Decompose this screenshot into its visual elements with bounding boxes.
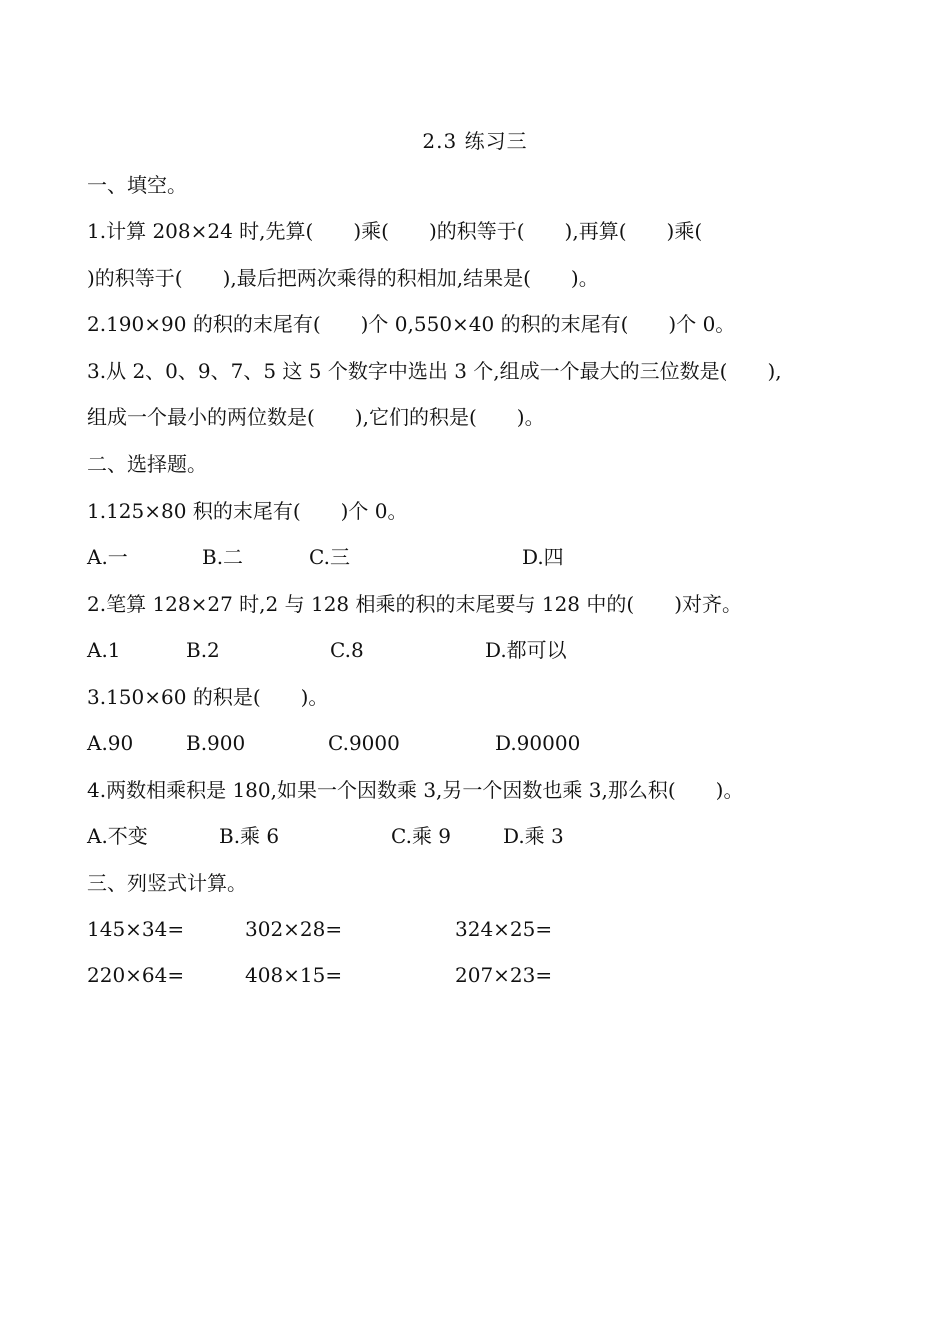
choice-option-3c: C.9000 xyxy=(328,731,400,755)
calc-problem-3: 324×25= xyxy=(455,917,553,941)
calc-problem-6: 207×23= xyxy=(455,963,553,987)
choice-option-1a: A.一 xyxy=(87,545,128,569)
choice-option-2d: D.都可以 xyxy=(485,638,567,662)
choice-question-1: 1.125×80 积的末尾有( )个 0。 xyxy=(87,499,408,523)
question-3-line-2: 组成一个最小的两位数是( ),它们的积是( )。 xyxy=(87,405,545,429)
question-3-line-1: 3.从 2、0、9、7、5 这 5 个数字中选出 3 个,组成一个最大的三位数是( ), xyxy=(87,359,782,383)
choice-option-2b: B.2 xyxy=(186,638,220,662)
section-heading-vertical-calculation: 三、列竖式计算。 xyxy=(87,871,247,895)
calc-problem-4: 220×64= xyxy=(87,963,185,987)
choice-option-4c: C.乘 9 xyxy=(391,824,452,848)
choice-question-4: 4.两数相乘积是 180,如果一个因数乘 3,另一个因数也乘 3,那么积( )。 xyxy=(87,778,744,802)
question-2: 2.190×90 的积的末尾有( )个 0,550×40 的积的末尾有( )个 0。 xyxy=(87,312,736,336)
choice-option-1d: D.四 xyxy=(522,545,564,569)
section-heading-multiple-choice: 二、选择题。 xyxy=(87,452,207,476)
choice-question-3: 3.150×60 的积是( )。 xyxy=(87,685,329,709)
choice-option-1b: B.二 xyxy=(202,545,244,569)
choice-option-4b: B.乘 6 xyxy=(219,824,280,848)
choice-option-2a: A.1 xyxy=(87,638,121,662)
choice-option-1c: C.三 xyxy=(309,545,350,569)
choice-option-2c: C.8 xyxy=(330,638,364,662)
choice-option-3b: B.900 xyxy=(186,731,246,755)
page-title: 2.3 练习三 xyxy=(422,129,528,153)
calc-problem-2: 302×28= xyxy=(245,917,343,941)
question-1-line-2: )的积等于( ),最后把两次乘得的积相加,结果是( )。 xyxy=(87,266,599,290)
choice-option-4d: D.乘 3 xyxy=(503,824,564,848)
calc-problem-5: 408×15= xyxy=(245,963,343,987)
calc-problem-1: 145×34= xyxy=(87,917,185,941)
choice-option-3a: A.90 xyxy=(87,731,134,755)
choice-option-4a: A.不变 xyxy=(87,824,148,848)
choice-question-2: 2.笔算 128×27 时,2 与 128 相乘的积的末尾要与 128 中的( )对齐。 xyxy=(87,592,742,616)
choice-option-3d: D.90000 xyxy=(495,731,581,755)
question-1-line-1: 1.计算 208×24 时,先算( )乘( )的积等于( ),再算( )乘( xyxy=(87,219,703,243)
section-heading-fill-in: 一、填空。 xyxy=(87,173,187,197)
